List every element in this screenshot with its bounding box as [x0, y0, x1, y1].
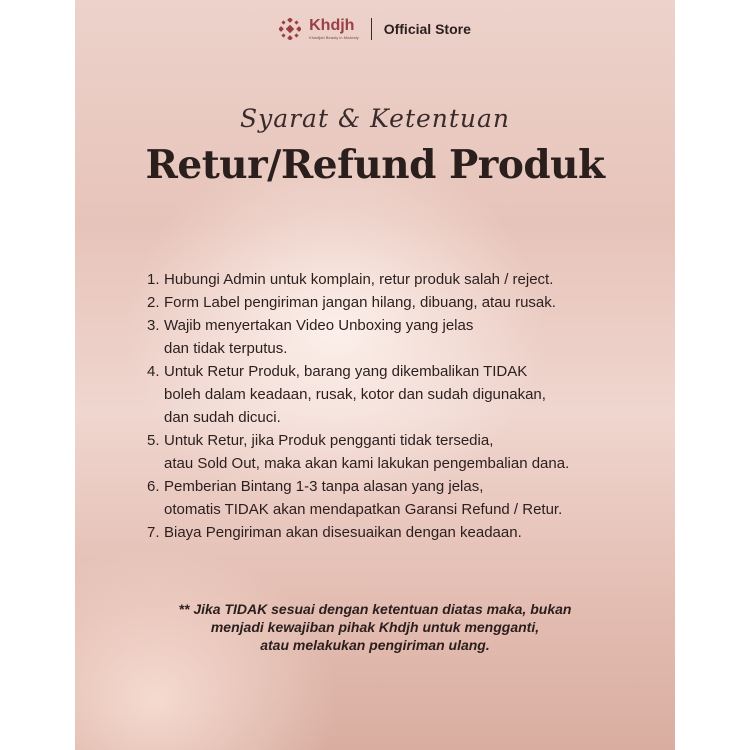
- term-line: dan sudah dicuci.: [164, 409, 281, 426]
- term-body: [164, 360, 546, 429]
- page-subtitle: Syarat & Ketentuan: [239, 104, 511, 133]
- term-item-5: [147, 429, 647, 475]
- term-line: Wajib menyertakan Video Unboxing yang jelas: [164, 317, 474, 334]
- term-number: 2.: [147, 294, 160, 311]
- term-number: 3.: [147, 317, 160, 334]
- term-item-2: [147, 291, 647, 314]
- term-line: boleh dalam keadaan, rusak, kotor dan sudah digunakan,: [164, 386, 546, 403]
- term-number: 7.: [147, 524, 160, 541]
- term-line: Untuk Retur, jika Produk pengganti tidak tersedia,: [164, 432, 494, 449]
- term-line: Pemberian Bintang 1-3 tanpa alasan yang jelas,: [164, 478, 484, 495]
- brand-divider: [371, 18, 372, 40]
- term-number: 4.: [147, 363, 160, 380]
- term-body: [164, 521, 522, 544]
- term-number: 6.: [147, 478, 160, 495]
- terms-list: [147, 268, 647, 544]
- term-line: atau Sold Out, maka akan kami lakukan pengembalian dana.: [164, 455, 570, 472]
- term-line: Untuk Retur Produk, barang yang dikembalikan TIDAK: [164, 363, 528, 380]
- term-number: 1.: [147, 271, 160, 288]
- brand-header: [75, 18, 675, 40]
- brand-name: Khdjh: [309, 17, 355, 34]
- term-body: [164, 291, 556, 314]
- note-line: menjadi kewajiban pihak Khdjh untuk mengganti,: [210, 619, 540, 635]
- page-title: Retur/Refund Produk: [145, 142, 605, 188]
- term-body: [164, 314, 473, 360]
- term-body: [164, 429, 569, 475]
- brand-tagline: Khadijah Beauty in Modesty: [309, 35, 359, 40]
- term-item-7: [147, 521, 647, 544]
- term-item-1: [147, 268, 647, 291]
- term-number: 5.: [147, 432, 160, 449]
- term-body: [164, 268, 553, 291]
- note-line: ** Jika TIDAK sesuai dengan ketentuan diatas maka, bukan: [178, 601, 572, 617]
- store-label: Official Store: [383, 21, 471, 37]
- term-line: otomatis TIDAK akan mendapatkan Garansi Refund / Retur.: [164, 501, 563, 518]
- term-body: [164, 475, 562, 521]
- brand-logo-icon: [279, 18, 301, 40]
- term-line: dan tidak terputus.: [164, 340, 288, 357]
- brand-wordmark: [309, 18, 359, 40]
- term-item-4: [147, 360, 647, 429]
- term-item-3: [147, 314, 647, 360]
- disclaimer-note: [75, 600, 675, 654]
- term-line: Biaya Pengiriman akan disesuaikan dengan keadaan.: [164, 524, 522, 541]
- term-item-6: [147, 475, 647, 521]
- term-line: Form Label pengiriman jangan hilang, dibuang, atau rusak.: [164, 294, 556, 311]
- note-line: atau melakukan pengiriman ulang.: [260, 637, 490, 653]
- term-line: Hubungi Admin untuk komplain, retur produk salah / reject.: [164, 271, 554, 288]
- terms-card: [75, 0, 675, 750]
